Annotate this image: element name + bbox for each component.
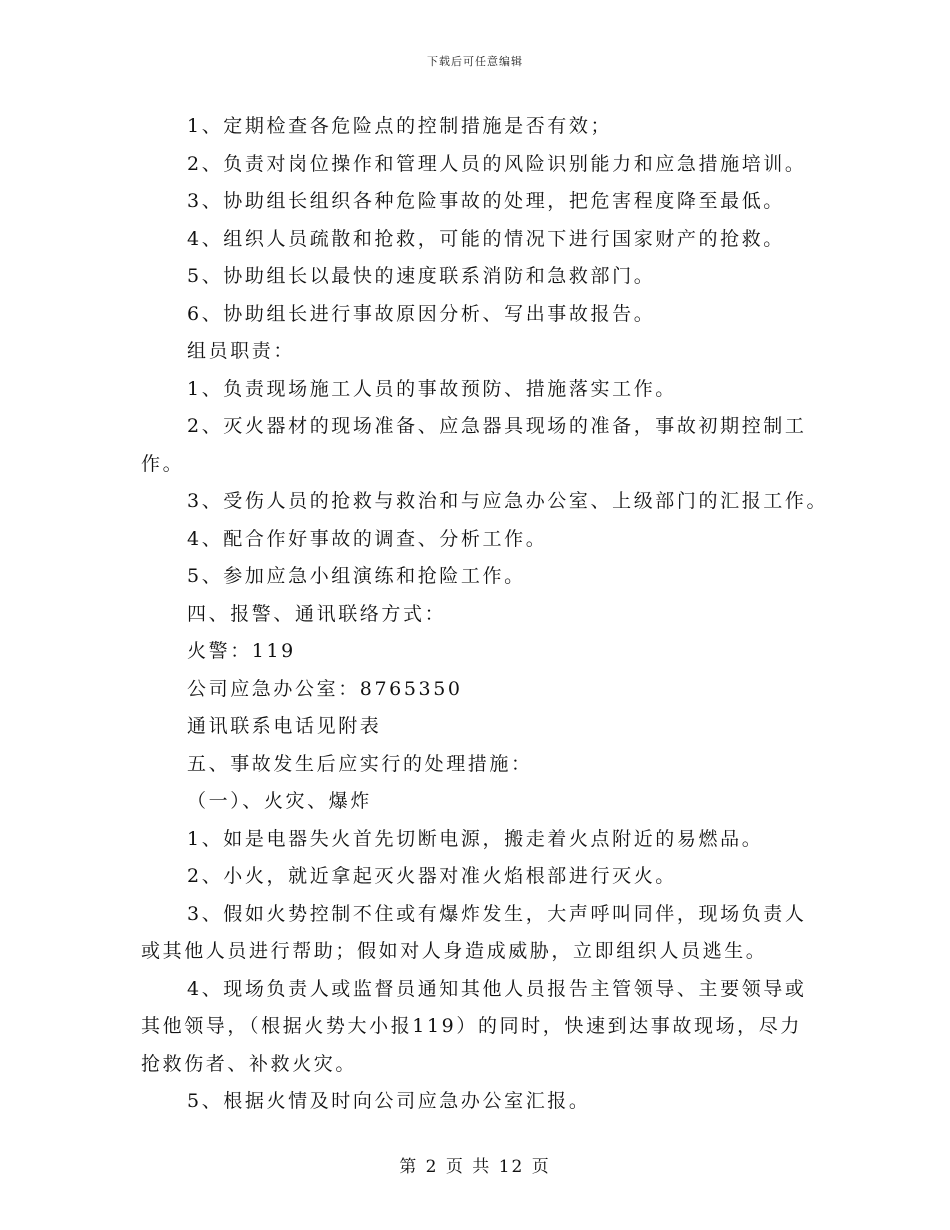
body-line-continuation: 作。	[141, 452, 185, 475]
body-line: 3、假如火势控制不住或有爆炸发生，大声呼叫同伴，现场负责人	[187, 902, 807, 925]
page-number: 第 2 页 共 12 页	[399, 1157, 551, 1177]
body-line: 3、受伤人员的抢救与救治和与应急办公室、上级部门的汇报工作。	[187, 490, 829, 512]
body-line: 5、根据火情及时向公司应急办公室汇报。	[187, 1090, 591, 1112]
body-line: 1、定期检查各危险点的控制措施是否有效；	[187, 115, 613, 137]
body-line: 5、协助组长以最快的速度联系消防和急救部门。	[187, 265, 656, 287]
body-line: 公司应急办公室：8765350	[187, 677, 463, 700]
body-line: 4、现场负责人或监督员通知其他人员报告主管领导、主要领导或	[187, 977, 807, 1000]
body-line: 通讯联系电话见附表	[187, 715, 382, 737]
body-line: 2、负责对岗位操作和管理人员的风险识别能力和应急措施培训。	[187, 152, 807, 175]
body-line: 火警：119	[187, 640, 296, 662]
body-line: 4、配合作好事故的调查、分析工作。	[187, 527, 548, 550]
body-line: 6、协助组长进行事故原因分析、写出事故报告。	[187, 302, 656, 325]
header-note: 下载后可任意编辑	[427, 55, 523, 68]
section-heading: 组员职责：	[187, 340, 296, 362]
subsection-heading: （一）、火灾、爆炸	[187, 790, 372, 812]
body-line-continuation: 其他领导，（根据火势大小报119）的同时，快速到达事故现场，尽力	[141, 1015, 802, 1037]
body-line: 1、负责现场施工人员的事故预防、措施落实工作。	[187, 377, 677, 400]
body-line: 4、组织人员疏散和抢救，可能的情况下进行国家财产的抢救。	[187, 227, 785, 250]
body-line: 1、如是电器失火首先切断电源，搬走着火点附近的易燃品。	[187, 827, 764, 850]
body-line-continuation: 或其他人员进行帮助；假如对人身造成威胁，立即组织人员逃生。	[141, 940, 768, 962]
body-line: 2、灭火器材的现场准备、应急器具现场的准备，事故初期控制工	[187, 415, 807, 437]
body-line-continuation: 抢救伤者、补救火灾。	[141, 1052, 358, 1075]
body-line: 3、协助组长组织各种危险事故的处理，把危害程度降至最低。	[187, 190, 785, 212]
section-heading: 五、事故发生后应实行的处理措施：	[187, 752, 533, 775]
body-line: 5、参加应急小组演练和抢险工作。	[187, 565, 526, 587]
body-line: 2、小火，就近拿起灭火器对准火焰根部进行灭火。	[187, 865, 677, 887]
document-body	[141, 108, 829, 1121]
section-heading: 四、报警、通讯联络方式：	[187, 602, 447, 625]
